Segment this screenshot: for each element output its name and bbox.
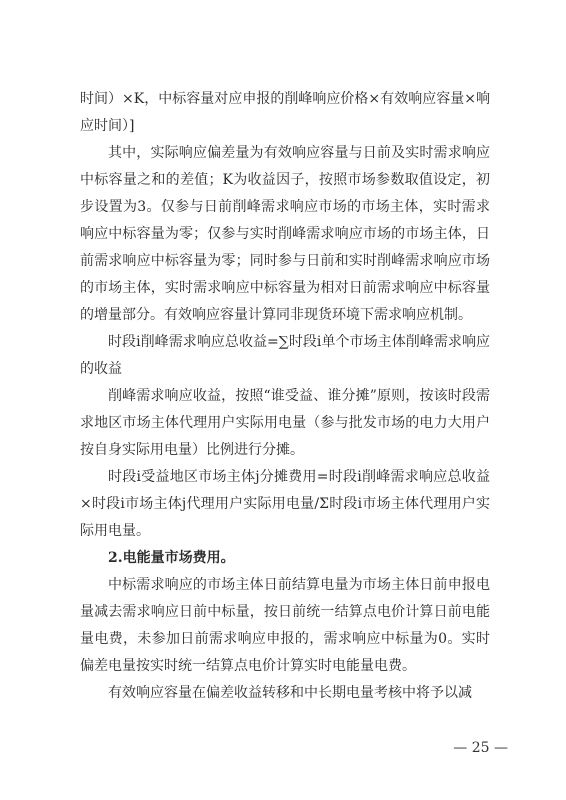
paragraph-3: 时段i削峰需求响应总收益=∑时段i单个市场主体削峰需求响应的收益 <box>80 334 490 377</box>
page-number: — 25 — <box>453 740 508 756</box>
paragraph-1: 时间）×K，中标容量对应申报的削峰响应价格×有效响应容量×响应时间）] <box>80 91 490 134</box>
paragraph-7: 中标需求响应的市场主体日前结算电量为市场主体日前申报电量减去需求响应日前中标量，按日前统一结算点电价计算日前电能量电费，未参加日前需求响应申报的，需求响应中标量为0。实时偏差电量按实时统一结算点电价计算实时电能量电费。 <box>80 577 490 674</box>
document-body <box>80 86 490 707</box>
paragraph-4: 削峰需求响应收益，按照“谁受益、谁分摊”原则，按该时段需求地区市场主体代理用户实际用电量（参与批发市场的电力大用户按自身实际用电量）比例进行分摊。 <box>80 388 490 458</box>
paragraph-5: 时段i受益地区市场主体j分摊费用=时段i削峰需求响应总收益×时段i市场主体j代理用户实际用电量/Σ时段i市场主体代理用户实际用电量。 <box>80 469 490 539</box>
paragraph-2: 其中，实际响应偏差量为有效响应容量与日前及实时需求响应中标容量之和的差值；K为收益因子，按照市场参数取值设定，初步设置为3。仅参与日前削峰需求响应市场的市场主体，实时需求响应中标容量为零；仅参与实时削峰需求响应市场的市场主体，日前需求响应中标容量为零；同时参与日前和实时削峰需求响应市场的市场主体，实时需求响应中标容量为相对日前需求响应中标容量的增量部分。有效响应容量计算同非现货环境下需求响应机制。 <box>80 145 490 323</box>
paragraph-8: 有效响应容量在偏差收益转移和中长期电量考核中将予以减 <box>108 685 472 701</box>
section-heading: 2.电能量市场费用。 <box>108 550 235 566</box>
